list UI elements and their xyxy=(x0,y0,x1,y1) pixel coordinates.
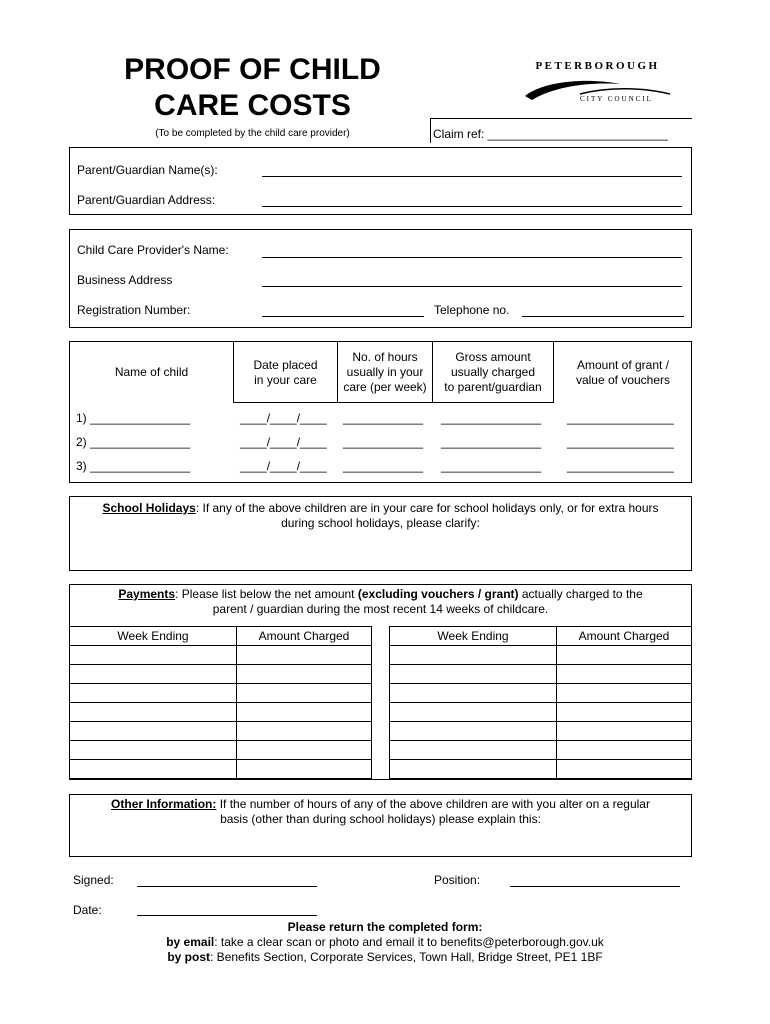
payment-cell[interactable] xyxy=(557,665,692,684)
payment-cell[interactable] xyxy=(557,684,692,703)
payment-cell[interactable] xyxy=(70,665,237,684)
payments-right-amount-header: Amount Charged xyxy=(557,627,692,646)
child-row-1-grant[interactable]: ________________ xyxy=(567,411,674,425)
registration-field[interactable] xyxy=(262,316,424,317)
child-row-3-gross[interactable]: _______________ xyxy=(441,459,542,473)
child-row-1-date[interactable]: ____/____/____ xyxy=(240,411,327,425)
child-row-2-gross[interactable]: _______________ xyxy=(441,435,542,449)
telephone-label: Telephone no. xyxy=(434,303,510,317)
parent-address-label: Parent/Guardian Address: xyxy=(77,193,216,207)
child-row-3-name[interactable]: 3) _______________ xyxy=(76,459,191,473)
payments-table-right xyxy=(389,626,692,779)
payment-cell[interactable] xyxy=(237,722,372,741)
col-hours-l1: No. of hours xyxy=(352,350,418,364)
col-date-placed xyxy=(234,358,337,388)
business-address-label: Business Address xyxy=(77,273,173,287)
child-row-1-gross[interactable]: _______________ xyxy=(441,411,542,425)
col-hours-l2: usually in your xyxy=(346,365,424,379)
payment-cell[interactable] xyxy=(557,703,692,722)
payment-cell[interactable] xyxy=(237,665,372,684)
col-gross-l1: Gross amount xyxy=(455,350,531,364)
claim-ref-left-rule xyxy=(430,118,431,143)
child-row-1-hours[interactable]: ____________ xyxy=(343,411,424,425)
col-hours xyxy=(338,350,432,395)
return-heading: Please return the completed form: xyxy=(287,920,483,934)
payment-cell[interactable] xyxy=(70,760,237,779)
payment-cell[interactable] xyxy=(390,760,557,779)
payment-cell[interactable] xyxy=(70,646,237,665)
email-text: : take a clear scan or photo and email it to benefits@peterborough.gov.uk xyxy=(214,935,604,949)
col-grant xyxy=(554,358,692,388)
col-date-placed-l1: Date placed xyxy=(253,358,318,372)
child-row-2-date[interactable]: ____/____/____ xyxy=(240,435,327,449)
other-info-heading: Other Information: xyxy=(111,797,217,811)
payment-cell[interactable] xyxy=(237,760,372,779)
child-row-3-date[interactable]: ____/____/____ xyxy=(240,459,327,473)
page-title-line2: CARE COSTS xyxy=(154,89,351,122)
payments-right-week-header: Week Ending xyxy=(390,627,557,646)
school-holidays-heading: School Holidays xyxy=(102,501,196,515)
other-info-line2: basis (other than during school holidays) please explain this: xyxy=(220,812,541,826)
child-row-2-grant[interactable]: ________________ xyxy=(567,435,674,449)
payment-cell[interactable] xyxy=(390,722,557,741)
child-row-3-hours[interactable]: ____________ xyxy=(343,459,424,473)
col-gross-l3: to parent/guardian xyxy=(444,380,542,394)
parent-name-field[interactable] xyxy=(262,176,682,177)
payment-cell[interactable] xyxy=(70,703,237,722)
parent-name-label: Parent/Guardian Name(s): xyxy=(77,163,218,177)
col-name-of-child: Name of child xyxy=(114,365,189,379)
payments-text xyxy=(70,587,691,617)
payments-left-amount-header: Amount Charged xyxy=(237,627,372,646)
other-info-text xyxy=(70,797,691,827)
payment-cell[interactable] xyxy=(237,741,372,760)
payments-line2: parent / guardian during the most recent 14 weeks of childcare. xyxy=(212,602,549,616)
claim-ref-top-rule xyxy=(430,118,692,119)
payment-cell[interactable] xyxy=(390,665,557,684)
page-subtitle: (To be completed by the child care provider) xyxy=(155,128,350,139)
school-holidays-text xyxy=(70,501,691,531)
col-gross-l2: usually charged xyxy=(450,365,536,379)
logo-top-text: PETERBOROUGH xyxy=(535,60,660,72)
provider-name-label: Child Care Provider's Name: xyxy=(77,243,229,257)
payments-line1c: actually charged to the xyxy=(518,587,643,601)
children-header-rule xyxy=(233,402,554,403)
council-logo xyxy=(520,60,675,110)
payment-cell[interactable] xyxy=(70,684,237,703)
date-label: Date: xyxy=(73,903,102,917)
payment-cell[interactable] xyxy=(390,703,557,722)
child-row-3-grant[interactable]: ________________ xyxy=(567,459,674,473)
col-gross-amount xyxy=(433,350,553,395)
logo-bottom-text: CITY COUNCIL xyxy=(580,95,653,103)
payments-heading: Payments xyxy=(118,587,176,601)
signed-label: Signed: xyxy=(73,873,114,887)
telephone-field[interactable] xyxy=(522,316,684,317)
payments-line1b: (excluding vouchers / grant) xyxy=(357,587,519,601)
col-date-placed-l2: in your care xyxy=(254,373,317,387)
payment-cell[interactable] xyxy=(390,646,557,665)
page-title-line1: PROOF OF CHILD xyxy=(124,53,381,86)
payment-cell[interactable] xyxy=(70,741,237,760)
school-holidays-line2: during school holidays, please clarify: xyxy=(281,516,480,530)
email-label: by email xyxy=(166,935,215,949)
post-text: : Benefits Section, Corporate Services, Town Hall, Bridge Street, PE1 1BF xyxy=(210,950,603,964)
payments-left-week-header: Week Ending xyxy=(70,627,237,646)
date-field[interactable] xyxy=(137,915,317,916)
school-holidays-line1: : If any of the above children are in your care for school holidays only, or for extra hours xyxy=(195,501,659,515)
payment-cell[interactable] xyxy=(557,722,692,741)
payments-line1a: : Please list below the net amount xyxy=(175,587,358,601)
registration-label: Registration Number: xyxy=(77,303,191,317)
position-field[interactable] xyxy=(510,886,680,887)
child-row-1-name[interactable]: 1) _______________ xyxy=(76,411,191,425)
business-address-field[interactable] xyxy=(262,286,682,287)
signed-field[interactable] xyxy=(137,886,317,887)
payment-cell[interactable] xyxy=(70,722,237,741)
payment-cell[interactable] xyxy=(390,684,557,703)
payment-cell[interactable] xyxy=(557,646,692,665)
position-label: Position: xyxy=(434,873,481,887)
child-row-2-hours[interactable]: ____________ xyxy=(343,435,424,449)
col-grant-l1: Amount of grant / xyxy=(576,358,670,372)
payment-cell[interactable] xyxy=(237,684,372,703)
child-row-2-name[interactable]: 2) _______________ xyxy=(76,435,191,449)
footer xyxy=(60,920,710,965)
parent-address-field[interactable] xyxy=(262,206,682,207)
payment-cell[interactable] xyxy=(557,741,692,760)
payment-cell[interactable] xyxy=(557,760,692,779)
payments-table-left xyxy=(69,626,372,779)
payment-cell[interactable] xyxy=(237,703,372,722)
provider-name-field[interactable] xyxy=(262,257,682,258)
other-info-line1: If the number of hours of any of the above children are with you alter on a regular xyxy=(216,797,650,811)
claim-ref-field[interactable]: Claim ref: ___________________________ xyxy=(433,127,668,141)
payment-cell[interactable] xyxy=(390,741,557,760)
payment-cell[interactable] xyxy=(237,646,372,665)
post-label: by post xyxy=(167,950,211,964)
col-grant-l2: value of vouchers xyxy=(575,373,671,387)
col-hours-l3: care (per week) xyxy=(343,380,427,394)
